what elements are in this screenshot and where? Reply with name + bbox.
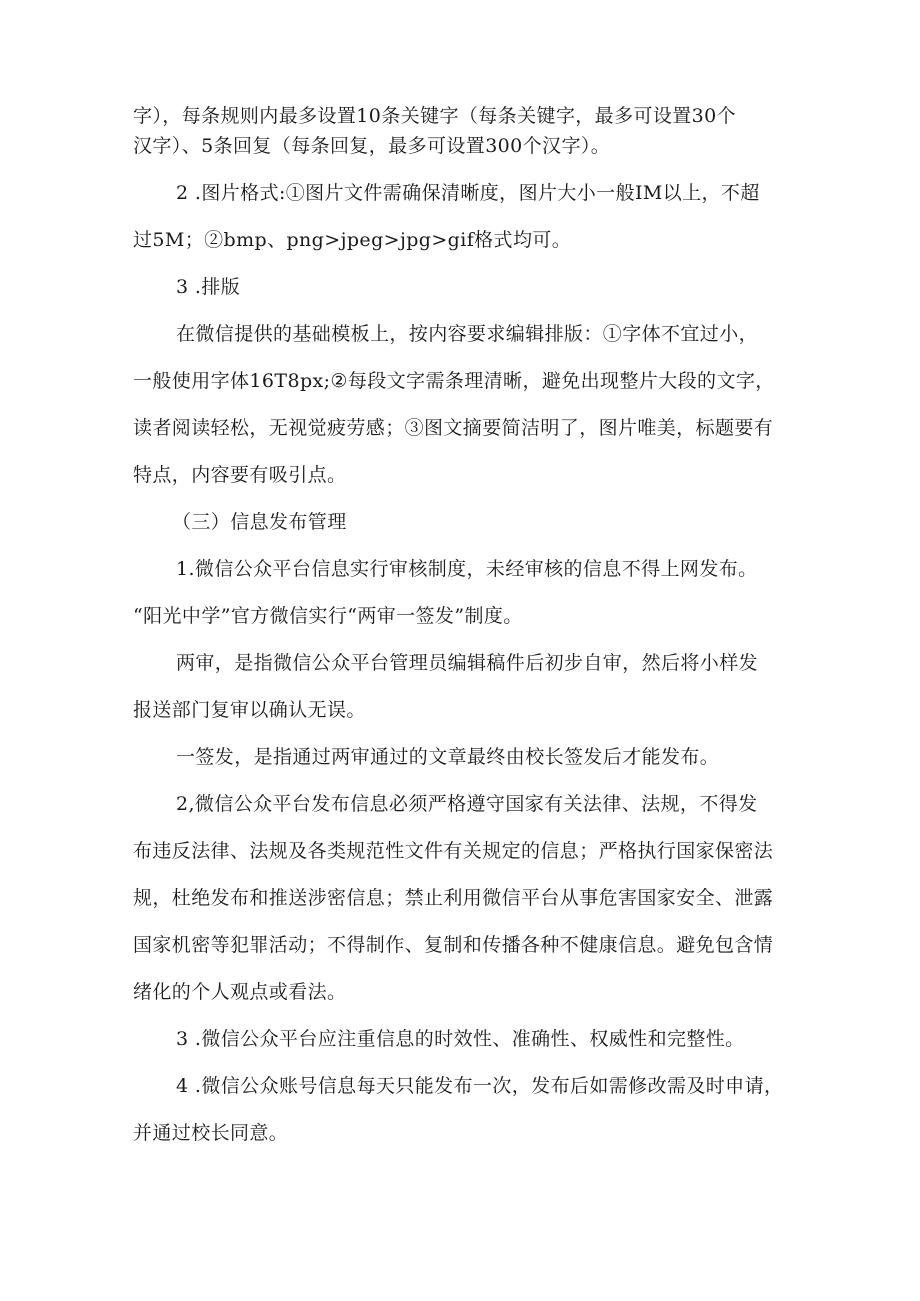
paragraph-start: 2,微信公众平台发布信息必须严格遵守国家有关法律、法规，不得发: [176, 793, 758, 815]
body-text-line: 绪化的个人观点或看法。: [133, 981, 347, 1003]
body-text-line: 字），每条规则内最多设置10条关键字（每条关键字，最多可设置30个: [133, 105, 737, 127]
body-text-line: 汉字）、5条回复（每条回复，最多可设置300个汉字）。: [133, 135, 611, 157]
paragraph-start: 在微信提供的基础模板上，按内容要求编辑排版：①字体不宜过小，: [176, 323, 759, 345]
body-text-line: 读者阅读轻松，无视觉疲劳感；③图文摘要简洁明了，图片唯美，标题要有: [133, 417, 774, 439]
body-text-line: 特点，内容要有吸引点。: [133, 464, 347, 486]
section-heading: 3 .排版: [176, 276, 241, 298]
paragraph-start: 1.微信公众平台信息实行审核制度，未经审核的信息不得上网发布。: [176, 558, 758, 580]
list-item-heading: 3 .微信公众平台应注重信息的时效性、准确性、权威性和完整性。: [176, 1028, 745, 1050]
body-text-line: 布违反法律、法规及各类规范性文件有关规定的信息；严格执行国家保密法: [133, 840, 774, 862]
paragraph-start: 两审，是指微信公众平台管理员编辑稿件后初步自审，然后将小样发: [176, 652, 759, 674]
body-text-line: 一般使用字体16T8px;②每段文字需条理清晰，避免出现整片大段的文字，: [133, 370, 775, 392]
body-text-line: 国家机密等犯罪活动；不得制作、复制和传播各种不健康信息。避免包含情: [133, 934, 774, 956]
body-text-line: 规，杜绝发布和推送涉密信息；禁止利用微信平台从事危害国家安全、泄露: [133, 887, 774, 909]
body-text-line: 并通过校长同意。: [133, 1122, 289, 1144]
chapter-heading: （三）信息发布管理: [172, 511, 347, 533]
body-text-line: 过5M；②bmp、png>jpeg>jpg>gif格式均可。: [133, 229, 572, 251]
list-item-heading: 2 .图片格式:①图片文件需确保清晰度，图片大小一般IM以上，不超: [176, 182, 760, 204]
paragraph-start: 一签发，是指通过两审通过的文章最终由校长签发后才能发布。: [176, 746, 720, 768]
body-text-line: 报送部门复审以确认无误。: [133, 699, 366, 721]
body-text-line: “阳光中学”官方微信实行“两审一签发”制度。: [133, 605, 523, 627]
list-item-heading: 4 .微信公众账号信息每天只能发布一次，发布后如需修改需及时申请，: [176, 1075, 784, 1097]
